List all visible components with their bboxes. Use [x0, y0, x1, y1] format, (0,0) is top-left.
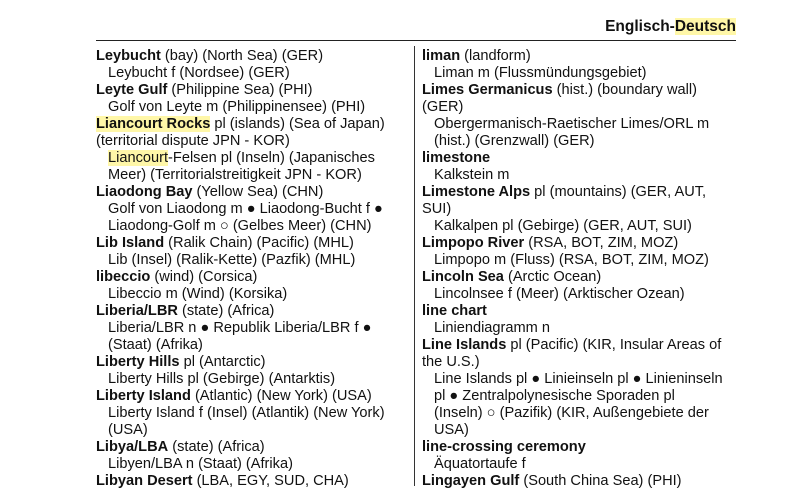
entry-translation: Leybucht f (Nordsee) (GER) — [108, 65, 290, 81]
dictionary-entry — [422, 235, 738, 269]
entry-term: liman — [422, 48, 461, 64]
entry-term: line chart — [422, 303, 487, 319]
entry-translation: Liniendiagramm n — [434, 320, 551, 336]
entry-gloss: (LBA, EGY, SUD, CHA) — [192, 473, 349, 489]
entry-term: Lincoln Sea — [422, 269, 504, 285]
right-column — [422, 48, 738, 490]
entry-gloss: (bay) (North Sea) (GER) — [160, 48, 324, 64]
entry-gloss: (state) (Africa) — [168, 439, 265, 455]
dictionary-entry — [96, 48, 408, 82]
entry-translation: Liaodong-Golf m ○ (Gelbes Meer) (CHN) — [108, 218, 372, 234]
dictionary-entry — [96, 439, 408, 473]
entry-gloss: (RSA, BOT, ZIM, MOZ) — [524, 235, 679, 251]
entry-headline — [96, 439, 408, 456]
entry-translation: (Inseln) ○ (Pazifik) (KIR, Außengebiete der — [434, 405, 709, 421]
entry-term: Limestone Alps — [422, 184, 531, 200]
entry-translation: USA) — [434, 422, 469, 438]
header-rule — [96, 40, 736, 41]
entry-gloss: (South China Sea) (PHI) — [519, 473, 682, 489]
entry-gloss: pl (islands) (Sea of Japan) — [210, 116, 385, 132]
entry-term: Leybucht — [96, 48, 161, 64]
entry-headline — [96, 116, 408, 133]
dictionary-entry — [96, 116, 408, 184]
entry-headline — [96, 473, 408, 490]
entry-translation: Obergermanisch-Raetischer Limes/ORL m — [434, 116, 710, 132]
entry-translation: Kalkalpen pl (Gebirge) (GER, AUT, SUI) — [434, 218, 692, 234]
translation-highlight: Liancourt — [108, 150, 169, 166]
entry-gloss: (hist.) (boundary wall) — [552, 82, 697, 98]
entry-translation: (hist.) (Grenzwall) (GER) — [434, 133, 595, 149]
dictionary-entry — [422, 184, 738, 235]
header-target-language: Deutsch — [674, 18, 736, 35]
entry-term: line-crossing ceremony — [422, 439, 586, 455]
entry-gloss: (Yellow Sea) (CHN) — [192, 184, 324, 200]
entry-headline — [96, 388, 408, 405]
entry-term: Liberia/LBR — [96, 303, 178, 319]
entry-headline — [96, 354, 408, 371]
page-header — [605, 18, 736, 36]
dictionary-entry — [96, 303, 408, 354]
entry-headline — [96, 303, 408, 320]
entry-translation: (Staat) (Afrika) — [108, 337, 203, 353]
entry-translation — [108, 150, 408, 167]
entry-term: Liberty Island — [96, 388, 191, 404]
entry-headline — [96, 235, 408, 252]
entry-headline — [96, 269, 408, 286]
entry-gloss: pl (mountains) (GER, AUT, — [530, 184, 707, 200]
dictionary-entry — [422, 303, 738, 337]
entry-gloss: pl (Pacific) (KIR, Insular Areas of — [506, 337, 722, 353]
entry-term: libeccio — [96, 269, 151, 285]
entry-headline — [422, 303, 738, 320]
translation-text: -Felsen pl (Inseln) (Japanisches — [168, 150, 375, 166]
entry-headline — [96, 48, 408, 65]
entry-headline — [422, 150, 738, 167]
entry-gloss: pl (Antarctic) — [179, 354, 266, 370]
entry-gloss: (Arctic Ocean) — [503, 269, 602, 285]
entry-term: Libyan Desert — [96, 473, 193, 489]
entry-term: Limes Germanicus — [422, 82, 553, 98]
entry-term: Liaodong Bay — [96, 184, 193, 200]
entry-translation: Meer) (Territorialstreitigkeit JPN - KOR) — [108, 167, 362, 183]
entry-term: Liancourt Rocks — [96, 116, 211, 132]
entry-gloss-continued: (GER) — [422, 99, 464, 115]
entry-headline — [422, 439, 738, 456]
entry-term: Lib Island — [96, 235, 165, 251]
entry-headline — [422, 184, 738, 201]
dictionary-entry — [422, 82, 738, 150]
entry-translation: Lib (Insel) (Ralik-Kette) (Pazfik) (MHL) — [108, 252, 356, 268]
entry-term: Libya/LBA — [96, 439, 169, 455]
entry-gloss: (Atlantic) (New York) (USA) — [190, 388, 372, 404]
entry-headline — [96, 82, 408, 99]
entry-term: Line Islands — [422, 337, 507, 353]
entry-translation: Line Islands pl ● Linieinseln pl ● Linieninseln — [434, 371, 723, 387]
entry-translation: Lincolnsee f (Meer) (Arktischer Ozean) — [434, 286, 685, 302]
dictionary-entry — [96, 473, 408, 490]
entry-gloss: (state) (Africa) — [177, 303, 275, 319]
entry-gloss-continued: the U.S.) — [422, 354, 480, 370]
dictionary-entry — [96, 269, 408, 303]
entry-headline — [422, 48, 738, 65]
dictionary-entry — [96, 82, 408, 116]
entry-gloss-continued: SUI) — [422, 201, 452, 217]
left-column — [96, 48, 408, 490]
entry-gloss: (Ralik Chain) (Pacific) (MHL) — [164, 235, 354, 251]
entry-term: Limpopo River — [422, 235, 525, 251]
dictionary-entry — [96, 354, 408, 388]
dictionary-entry — [422, 473, 738, 490]
entry-term: Leyte Gulf — [96, 82, 168, 98]
entry-gloss: (wind) (Corsica) — [150, 269, 258, 285]
dictionary-entry — [422, 150, 738, 184]
entry-translation: (USA) — [108, 422, 148, 438]
entry-translation: Äquatortaufe f — [434, 456, 526, 472]
entry-headline — [422, 473, 738, 490]
entry-gloss-continued: (territorial dispute JPN - KOR) — [96, 133, 290, 149]
entry-translation: Liberty Island f (Insel) (Atlantik) (New York) — [108, 405, 385, 421]
header-source-language: Englisch- — [605, 18, 675, 35]
entry-translation: Limpopo m (Fluss) (RSA, BOT, ZIM, MOZ) — [434, 252, 709, 268]
entry-translation: Libeccio m (Wind) (Korsika) — [108, 286, 288, 302]
entry-term: Liberty Hills — [96, 354, 180, 370]
entry-headline — [422, 337, 738, 354]
dictionary-entry — [422, 48, 738, 82]
entry-translation: Golf von Liaodong m ● Liaodong-Bucht f ● — [108, 201, 383, 217]
dictionary-entry — [422, 269, 738, 303]
entry-translation: Liberia/LBR n ● Republik Liberia/LBR f ● — [108, 320, 372, 336]
entry-translation: Liman m (Flussmündungsgebiet) — [434, 65, 647, 81]
entry-gloss: (landform) — [460, 48, 531, 64]
entry-translation: pl ● Zentralpolynesische Sporaden pl — [434, 388, 675, 404]
entry-headline — [422, 82, 738, 99]
dictionary-entry — [96, 235, 408, 269]
column-divider — [414, 46, 415, 486]
dictionary-entry — [422, 337, 738, 439]
dictionary-entry — [422, 439, 738, 473]
entry-headline — [422, 269, 738, 286]
entry-translation: Liberty Hills pl (Gebirge) (Antarktis) — [108, 371, 336, 387]
entry-translation: Kalkstein m — [434, 167, 510, 183]
entry-headline — [96, 184, 408, 201]
entry-headline — [422, 235, 738, 252]
entry-translation: Golf von Leyte m (Philippinensee) (PHI) — [108, 99, 366, 115]
entry-term: Lingayen Gulf — [422, 473, 520, 489]
dictionary-entry — [96, 184, 408, 235]
dictionary-entry — [96, 388, 408, 439]
entry-gloss: (Philippine Sea) (PHI) — [167, 82, 313, 98]
entry-translation: Libyen/LBA n (Staat) (Afrika) — [108, 456, 293, 472]
entry-term: limestone — [422, 150, 491, 166]
